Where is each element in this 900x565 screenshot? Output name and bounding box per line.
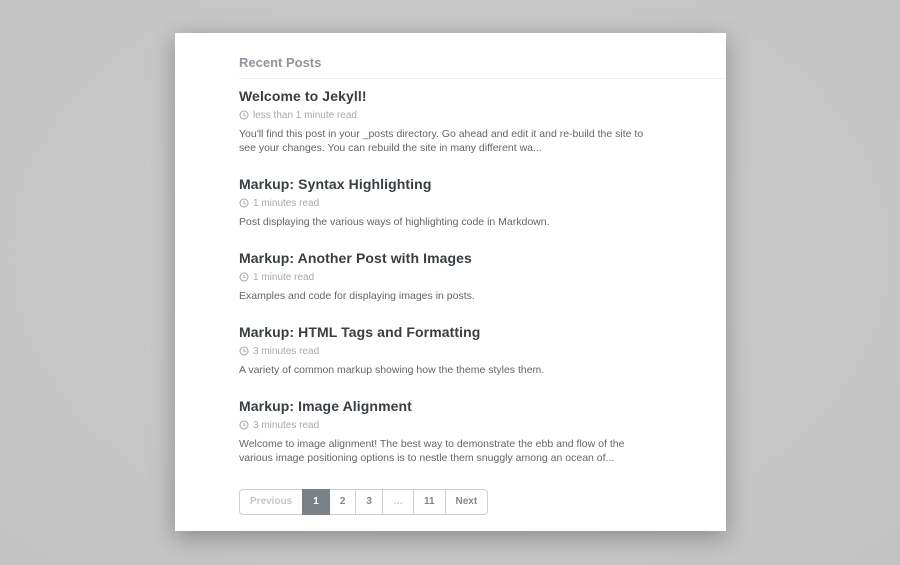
post-title-link[interactable]: Markup: Syntax Highlighting — [239, 176, 432, 192]
post-meta — [239, 271, 651, 283]
pagination-page-3-button[interactable]: 3 — [355, 489, 383, 515]
pagination-next-button[interactable]: Next — [445, 489, 489, 515]
read-time-label: 3 minutes read — [253, 345, 320, 357]
clock-icon — [239, 420, 249, 430]
pagination-ellipsis: … — [382, 489, 414, 515]
post-meta — [239, 419, 651, 431]
page-title: Recent Posts — [239, 55, 726, 79]
pagination-page-1-button[interactable]: 1 — [302, 489, 330, 515]
clock-icon — [239, 110, 249, 120]
recent-posts-page — [175, 33, 726, 531]
clock-icon — [239, 346, 249, 356]
post-meta — [239, 109, 651, 121]
post-excerpt: Post displaying the various ways of highlighting code in Markdown. — [239, 216, 550, 228]
post-excerpt: A variety of common markup showing how the theme styles them. — [239, 364, 545, 376]
post-meta — [239, 345, 651, 357]
post-list-item — [239, 175, 651, 229]
read-time-label: less than 1 minute read — [253, 109, 357, 121]
post-title-link[interactable]: Markup: Image Alignment — [239, 398, 412, 414]
clock-icon — [239, 272, 249, 282]
read-time-label: 1 minutes read — [253, 197, 320, 209]
read-time-label: 3 minutes read — [253, 419, 320, 431]
post-list-item — [239, 249, 651, 303]
pagination-previous-button: Previous — [239, 489, 303, 515]
post-list-item — [239, 397, 651, 465]
post-list-item — [239, 323, 651, 377]
pagination-page-11-button[interactable]: 11 — [413, 489, 446, 515]
post-title-link[interactable]: Markup: Another Post with Images — [239, 250, 472, 266]
read-time-label: 1 minute read — [253, 271, 315, 283]
pagination-page-2-button[interactable]: 2 — [329, 489, 357, 515]
post-list-item — [239, 87, 651, 155]
post-excerpt: Examples and code for displaying images in posts. — [239, 290, 475, 302]
clock-icon — [239, 198, 249, 208]
post-excerpt: Welcome to image alignment! The best way to demonstrate the ebb and flow of the various image positioning options is to nestle them snuggly among an ocean of... — [239, 438, 625, 464]
post-title-link[interactable]: Markup: HTML Tags and Formatting — [239, 324, 481, 340]
post-excerpt: You'll find this post in your _posts directory. Go ahead and edit it and re-build the site to see your changes. You can rebuild the site in many different wa... — [239, 128, 644, 154]
post-meta — [239, 197, 651, 209]
pagination — [239, 489, 726, 515]
post-title-link[interactable]: Welcome to Jekyll! — [239, 88, 367, 104]
